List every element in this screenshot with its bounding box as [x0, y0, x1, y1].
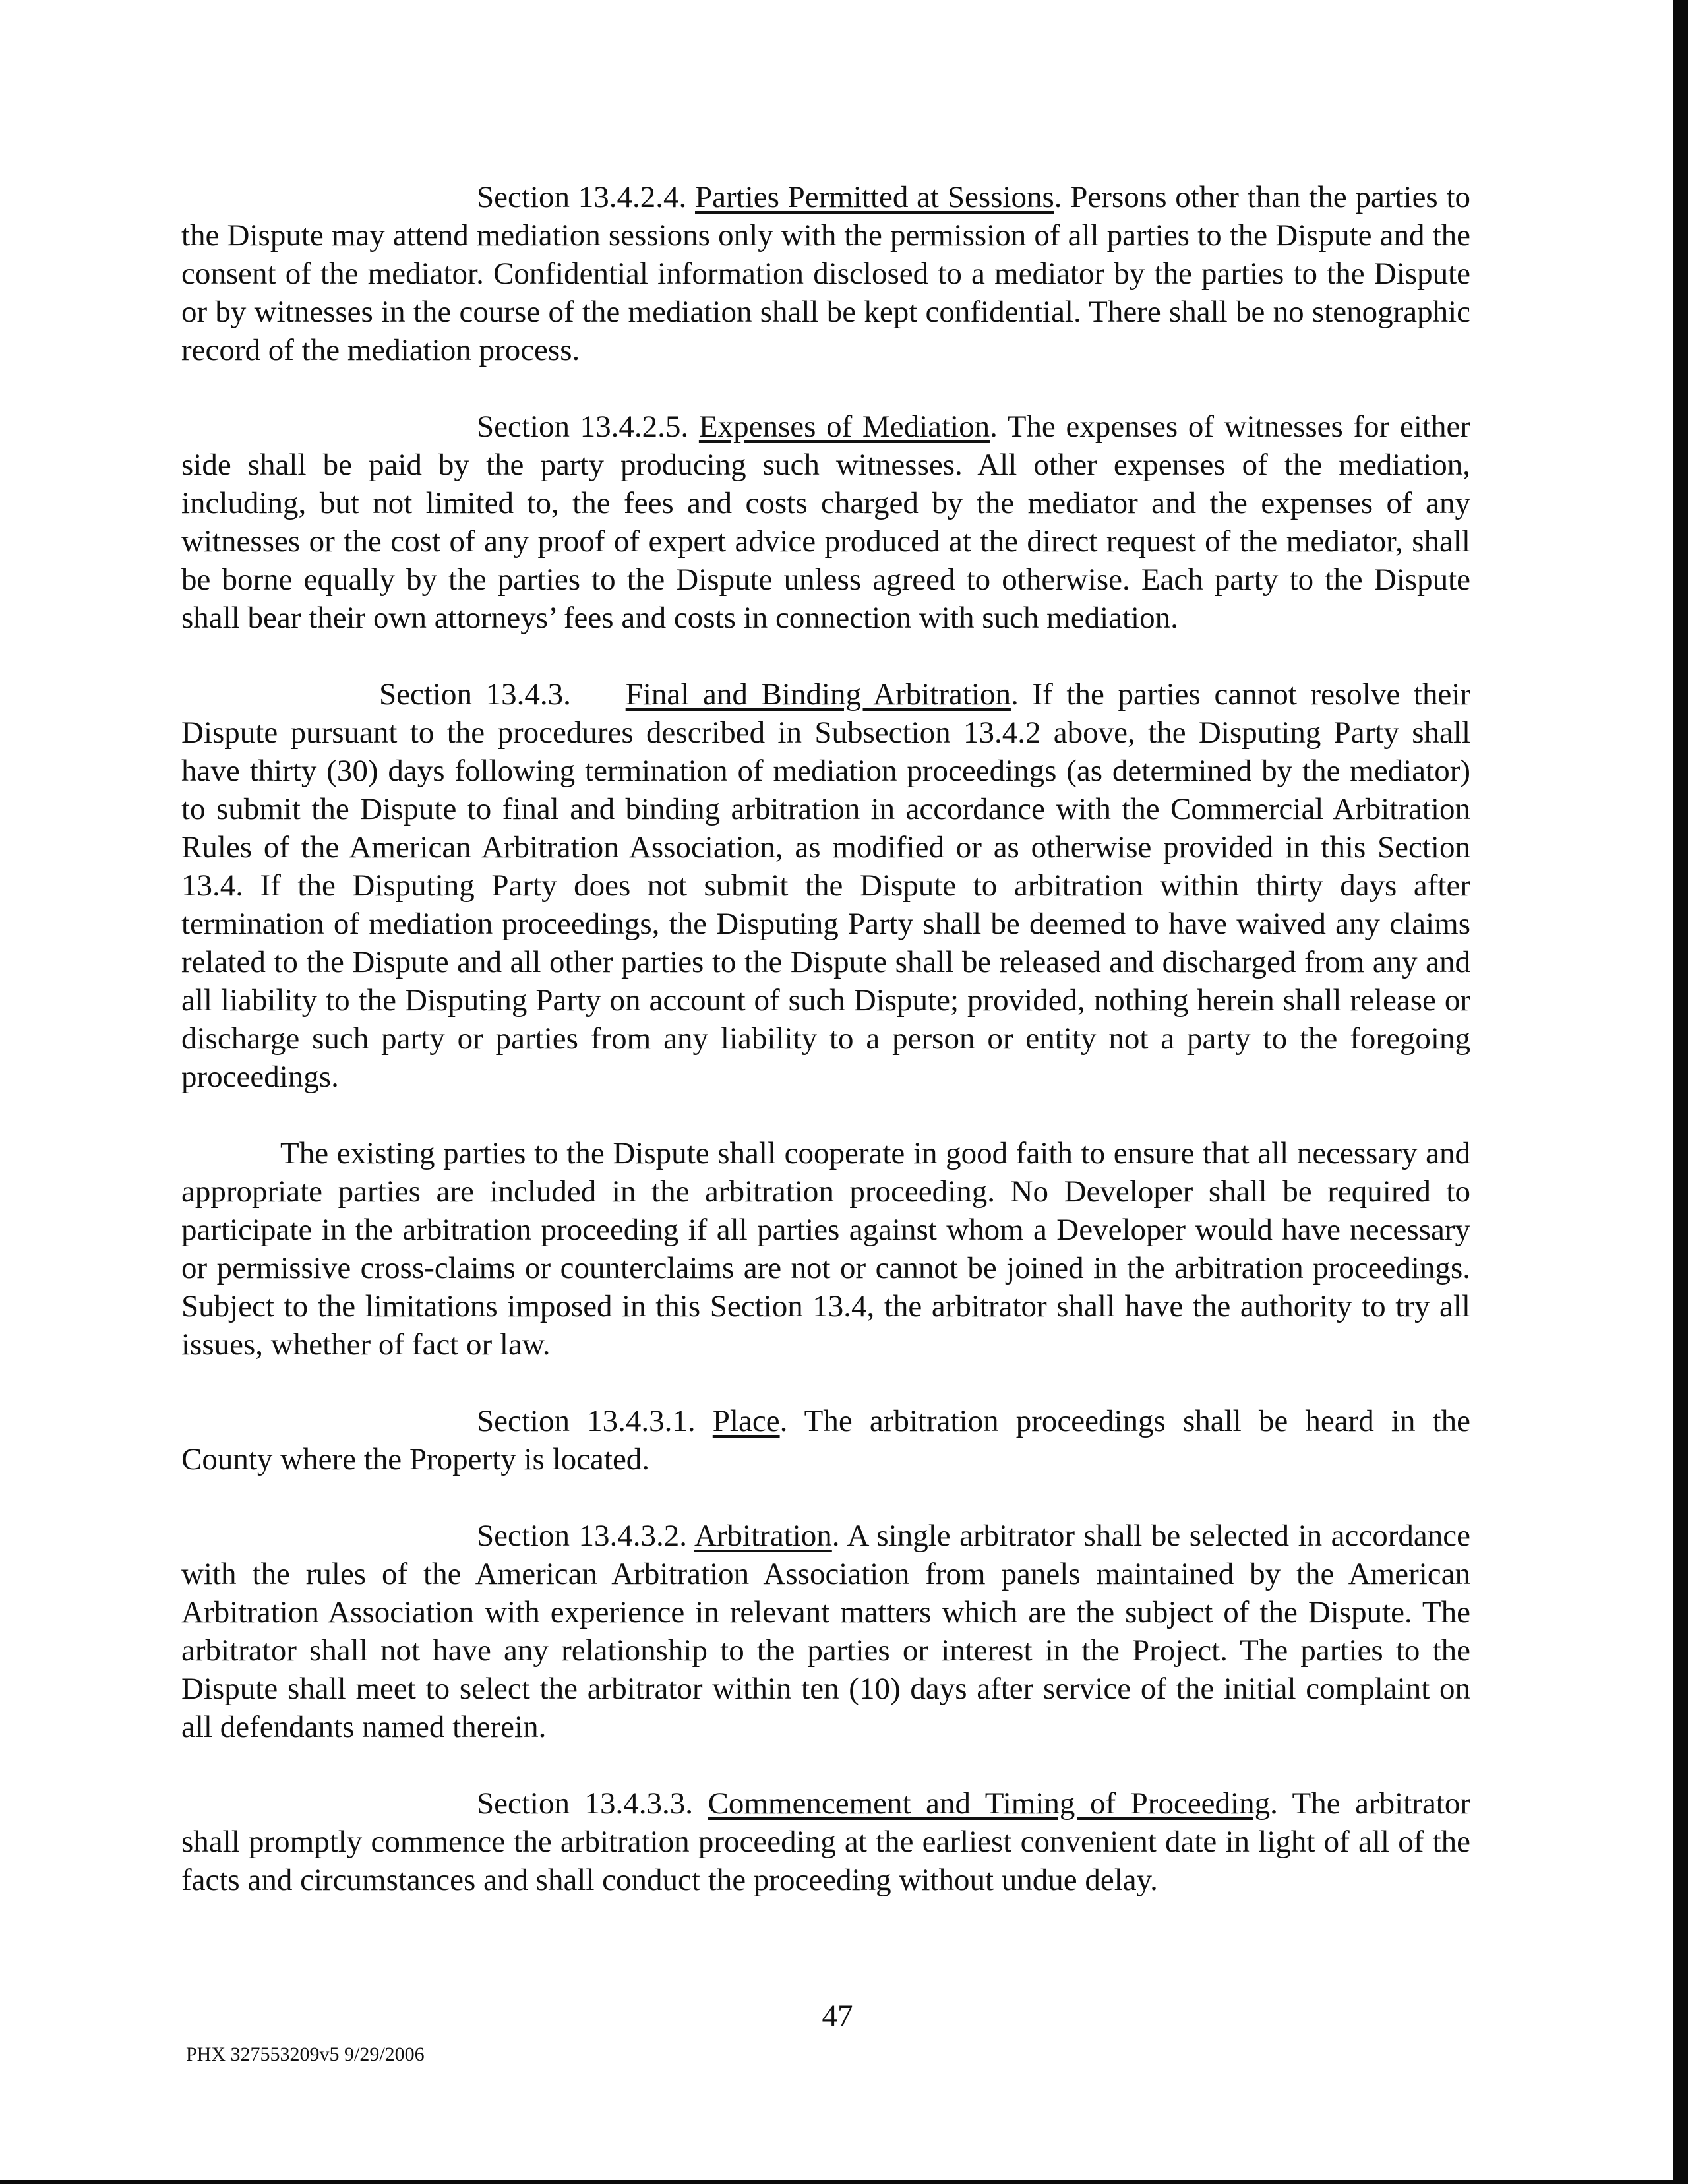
paragraph-commencement-timing: Section 13.4.3.3. Commencement and Timing of Proceeding. The arbitrator shall promptly commence the arbitration proceeding at the earliest convenient date in light of all of the facts and circumstances and shall conduct the proceeding without undue delay. [181, 1786, 1471, 1897]
paragraph-final-binding-arbitration: Section 13.4.3. Final and Binding Arbitration. If the parties cannot resolve their Dispute pursuant to the procedures described in Subsection 13.4.2 above, the Disputing Party shall have thirty (30) days following termination of mediation proceedings (as determined by the mediator) to submit the Dispute to final and binding arbitration in accordance with the Commercial Arbitration Rules of the American Arbitration Association, as modified or as otherwise provided in this Section 13.4. If the Disputing Party does not submit the Dispute to arbitration within thirty days after termination of mediation proceedings, the Disputing Party shall be deemed to have waived any claims related to the Dispute and all other parties to the Dispute shall be released and discharged from any and all liability to the Disputing Party on account of such Dispute; provided, nothing herein shall release or discharge such party or parties from any liability to a person or entity not a party to the foregoing proceedings. [181, 677, 1471, 1094]
paragraph-text: Persons other than the parties to the Dispute may attend mediation sessions only with the permission of all parties to the Dispute and the consent of the mediator. Confidential information disclosed to a mediator by the parties to the Dispute or by witnesses in the course of the mediation shall be kept confidential. There shall be no stenographic record of the mediation process. [181, 180, 1471, 367]
paragraph-text: A single arbitrator shall be selected in accordance with the rules of the American Arbitration Association from panels maintained by the American Arbitration Association with experience in relevant matters which are the subject of the Dispute. The arbitrator shall not have any relationship to the parties or interest in the Project. The parties to the Dispute shall meet to select the arbitrator within ten (10) days after service of the initial complaint on all defendants named therein. [181, 1519, 1470, 1744]
section-number: Section 13.4.3.1. [477, 1404, 696, 1438]
scan-right-border [1673, 0, 1688, 2184]
paragraph-text: The existing parties to the Dispute shall cooperate in good faith to ensure that all necessary and appropriate parties are included in the arbitration proceeding. No Developer shall be required to participate in the arbitration proceeding if all parties against whom a Developer would have necessary or permissive cross-claims or counterclaims are not or cannot be joined in the arbitration proceedings. Subject to the limitations imposed in this Section 13.4, the arbitrator shall have the authority to try all issues, whether of fact or law. [181, 1136, 1470, 1362]
section-title: Parties Permitted at Sessions [695, 180, 1054, 214]
section-title: Final and Binding Arbitration [625, 677, 1011, 712]
section-number: Section 13.4.2.5. [477, 410, 689, 444]
document-body [181, 178, 1470, 1899]
paragraph-parties-permitted: Section 13.4.2.4. Parties Permitted at Sessions. Persons other than the parties to the Dispute may attend mediation sessions only with the permission of all parties to the Dispute and the consent of the mediator. Confidential information disclosed to a mediator by the parties to the Dispute or by witnesses in the course of the mediation shall be kept confidential. There shall be no stenographic record of the mediation process. [181, 180, 1471, 367]
paragraph-text: The arbitrator shall promptly commence the arbitration proceeding at the earliest convenient date in light of all of the facts and circumstances and shall conduct the proceeding without undue delay. [181, 1786, 1471, 1897]
section-number: Section 13.4.2.4. [477, 180, 687, 214]
section-number: Section 13.4.3.2. [477, 1519, 688, 1553]
section-title: Place [712, 1404, 780, 1438]
paragraph-text: The arbitration proceedings shall be heard in the County where the Property is located. [181, 1404, 1471, 1476]
section-number: Section 13.4.3. [379, 677, 571, 712]
paragraph-text: The expenses of witnesses for either side shall be paid by the party producing such witnesses. All other expenses of the mediation, including, but not limited to, the fees and costs charged by the mediator and the expenses of any witnesses or the cost of any proof of expert advice produced at the direct request of the mediator, shall be borne equally by the parties to the Dispute unless agreed to otherwise. Each party to the Dispute shall bear their own attorneys’ fees and costs in connection with such mediation. [181, 410, 1470, 635]
section-title: Arbitration [694, 1519, 832, 1553]
section-title: Expenses of Mediation [698, 410, 990, 444]
section-title: Commencement and Timing of Proceeding [708, 1786, 1271, 1821]
paragraph-arbitration: Section 13.4.3.2. Arbitration. A single arbitrator shall be selected in accordance with the rules of the American Arbitration Association from panels maintained by the American Arbitration Association with experience in relevant matters which are the subject of the Dispute. The arbitrator shall not have any relationship to the parties or interest in the Project. The parties to the Dispute shall meet to select the arbitrator within ten (10) days after service of the initial complaint on all defendants named therein. [181, 1519, 1470, 1744]
scan-bottom-border [0, 2180, 1688, 2184]
paragraph-text: If the parties cannot resolve their Dispute pursuant to the procedures described in Subsection 13.4.2 above, the Disputing Party shall have thirty (30) days following termination of mediation proceedings (as determined by the mediator) to submit the Dispute to final and binding arbitration in accordance with the Commercial Arbitration Rules of the American Arbitration Association, as modified or as otherwise provided in this Section 13.4. If the Disputing Party does not submit the Dispute to arbitration within thirty days after termination of mediation proceedings, the Disputing Party shall be deemed to have waived any claims related to the Dispute and all other parties to the Dispute shall be released and discharged from any and all liability to the Disputing Party on account of such Dispute; provided, nothing herein shall release or discharge such party or parties from any liability to a person or entity not a party to the foregoing proceedings. [181, 677, 1471, 1094]
paragraph-place: Section 13.4.3.1. Place. The arbitration proceedings shall be heard in the County where the Property is located. [181, 1404, 1471, 1476]
page-number: 47 [822, 1999, 853, 2033]
document-reference-footer: PHX 327553209v5 9/29/2006 [186, 2044, 425, 2065]
paragraph-expenses-of-mediation: Section 13.4.2.5. Expenses of Mediation. The expenses of witnesses for either side shall be paid by the party producing such witnesses. All other expenses of the mediation, including, but not limited to, the fees and costs charged by the mediator and the expenses of any witnesses or the cost of any proof of expert advice produced at the direct request of the mediator, shall be borne equally by the parties to the Dispute unless agreed to otherwise. Each party to the Dispute shall bear their own attorneys’ fees and costs in connection with such mediation. [181, 410, 1470, 635]
section-number: Section 13.4.3.3. [477, 1786, 694, 1821]
paragraph-existing-parties [181, 1134, 1470, 1364]
